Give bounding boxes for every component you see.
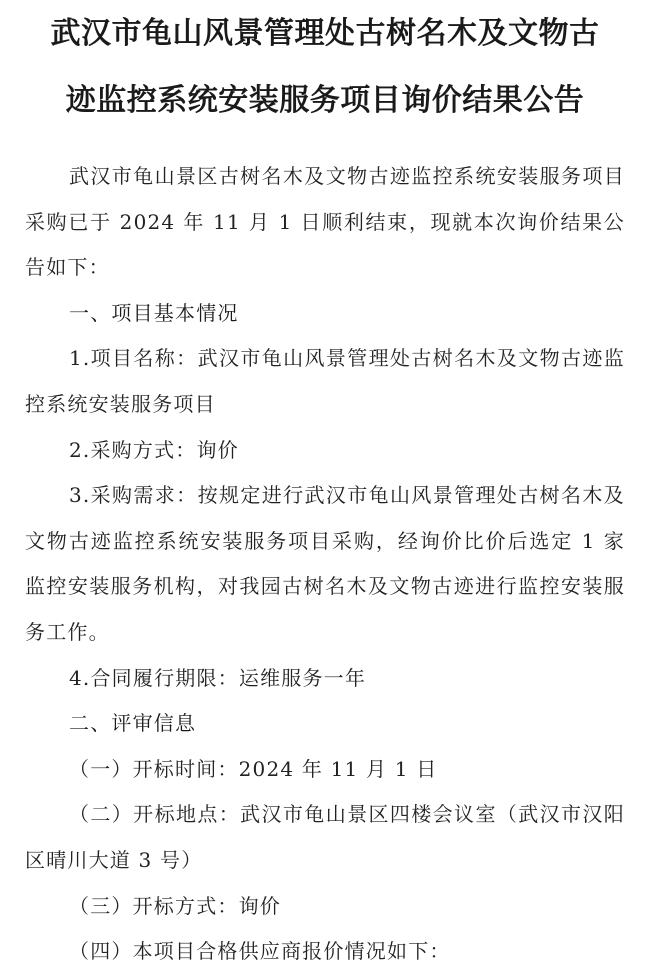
- bid-opening-location-item: （二）开标地点：武汉市龟山景区四楼会议室（武汉市汉阳区晴川大道 3 号）: [25, 802, 625, 872]
- document-body: [25, 154, 625, 975]
- document-title-line-1: 武汉市龟山风景管理处古树名木及文物古: [50, 16, 600, 51]
- procurement-method-item: 2.采购方式：询价: [69, 437, 239, 462]
- section-heading-review-info: 二、评审信息: [69, 711, 197, 736]
- bid-opening-time-item: （一）开标时间：2024 年 11 月 1 日: [69, 756, 438, 781]
- intro-paragraph: 武汉市龟山景区古树名木及文物古迹监控系统安装服务项目采购已于 2024 年 11 月 1 日顺利结束，现就本次询价结果公告如下：: [25, 164, 625, 280]
- procurement-requirement-item: 3.采购需求：按规定进行武汉市龟山风景管理处古树名木及文物古迹监控系统安装服务项目采购，经询价比价后选定 1 家监控安装服务机构，对我园古树名木及文物古迹进行监控安装服务工作。: [25, 483, 625, 644]
- section-heading-project-info: 一、项目基本情况: [69, 300, 239, 325]
- supplier-quotes-item: （四）本项目合格供应商报价情况如下：: [69, 939, 451, 964]
- project-name-item: 1.项目名称：武汉市龟山风景管理处古树名木及文物古迹监控系统安装服务项目: [25, 346, 625, 416]
- contract-period-item: 4.合同履行期限：运维服务一年: [69, 665, 367, 690]
- document-title-line-2: 迹监控系统安装服务项目询价结果公告: [65, 83, 585, 118]
- bid-opening-method-item: （三）开标方式：询价: [69, 893, 281, 918]
